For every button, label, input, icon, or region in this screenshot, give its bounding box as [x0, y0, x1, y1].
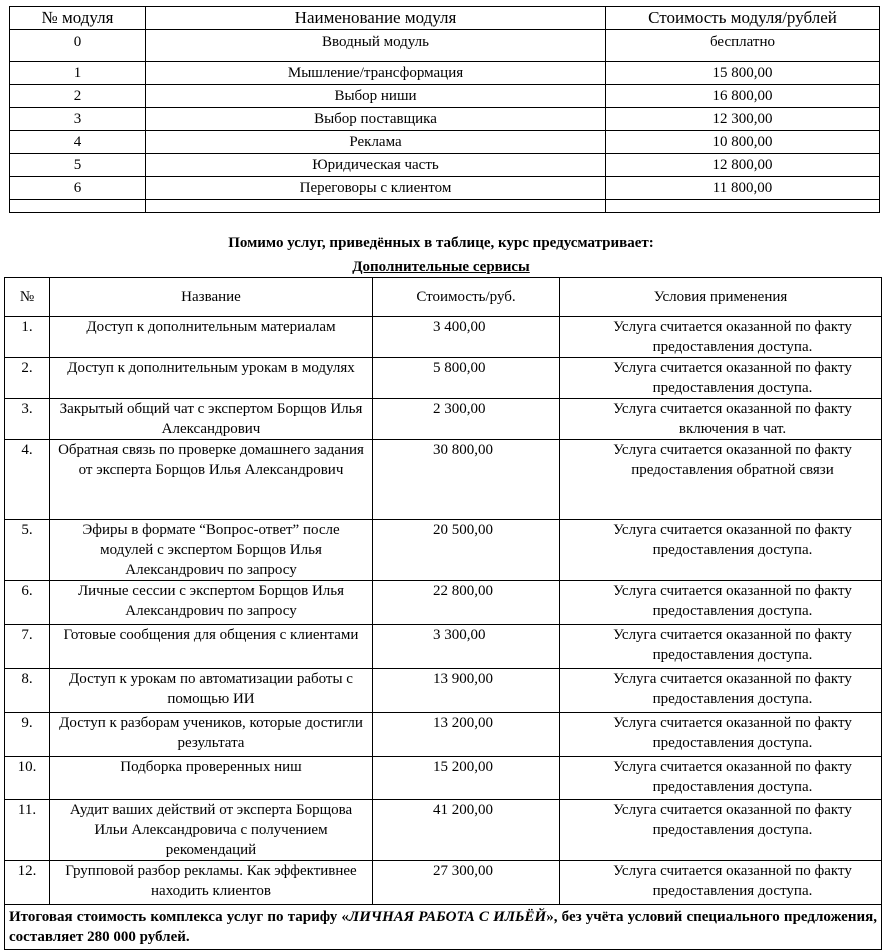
service-name: Аудит ваших действий от эксперта Борщова Ильи Александровича с получением рекомендаций: [50, 800, 373, 861]
service-row: [5, 800, 882, 861]
spacer-cell: [10, 200, 146, 213]
service-conditions: Услуга считается оказанной по факту предоставления доступа.: [560, 669, 882, 713]
service-name: Обратная связь по проверке домашнего задания от эксперта Борщов Илья Александрович: [50, 440, 373, 520]
service-row: [5, 358, 882, 399]
module-price: 10 800,00: [606, 131, 880, 154]
module-name: Юридическая часть: [146, 154, 606, 177]
service-row: [5, 581, 882, 625]
service-row: [5, 757, 882, 800]
module-name: Выбор поставщика: [146, 108, 606, 131]
service-conditions: Услуга считается оказанной по факту включения в чат.: [560, 399, 882, 440]
service-name: Личные сессии с экспертом Борщов Илья Александрович по запросу: [50, 581, 373, 625]
module-price: бесплатно: [606, 30, 880, 62]
service-number: 12.: [5, 861, 50, 905]
modules-table: [9, 6, 880, 213]
module-number: 4: [10, 131, 146, 154]
module-price: 15 800,00: [606, 62, 880, 85]
service-conditions: Услуга считается оказанной по факту предоставления доступа.: [560, 757, 882, 800]
service-conditions: Услуга считается оказанной по факту предоставления обратной связи: [560, 440, 882, 520]
module-name: Вводный модуль: [146, 30, 606, 62]
service-price: 13 200,00: [373, 713, 560, 757]
module-price: 11 800,00: [606, 177, 880, 200]
service-number: 2.: [5, 358, 50, 399]
service-number: 1.: [5, 317, 50, 358]
module-number: 2: [10, 85, 146, 108]
service-price: 20 500,00: [373, 520, 560, 581]
total-text: [5, 905, 882, 950]
module-row: [10, 154, 880, 177]
service-name: Доступ к урокам по автоматизации работы с помощью ИИ: [50, 669, 373, 713]
service-number: 7.: [5, 625, 50, 669]
service-row: [5, 399, 882, 440]
service-number: 5.: [5, 520, 50, 581]
service-row: [5, 669, 882, 713]
service-price: 27 300,00: [373, 861, 560, 905]
service-conditions: Услуга считается оказанной по факту предоставления доступа.: [560, 317, 882, 358]
service-number: 4.: [5, 440, 50, 520]
service-conditions: Услуга считается оказанной по факту предоставления доступа.: [560, 520, 882, 581]
services-header-row: [5, 278, 882, 317]
total-prefix: Итоговая стоимость комплекса услуг по тарифу «: [9, 909, 349, 925]
service-price: 15 200,00: [373, 757, 560, 800]
service-number: 8.: [5, 669, 50, 713]
spacer-cell: [146, 200, 606, 213]
module-number: 0: [10, 30, 146, 62]
module-row: [10, 177, 880, 200]
module-name: Реклама: [146, 131, 606, 154]
service-name: Доступ к дополнительным материалам: [50, 317, 373, 358]
total-suffix: », без учёта условий специального предложения, составляет 280 000 рублей.: [9, 909, 877, 945]
service-price: 5 800,00: [373, 358, 560, 399]
service-name: Групповой разбор рекламы. Как эффективнее находить клиентов: [50, 861, 373, 905]
header-service-number: №: [5, 278, 50, 317]
module-name: Мышление/трансформация: [146, 62, 606, 85]
service-price: 22 800,00: [373, 581, 560, 625]
module-row: [10, 62, 880, 85]
module-number: 6: [10, 177, 146, 200]
header-service-price: Стоимость/руб.: [373, 278, 560, 317]
module-row: [10, 85, 880, 108]
service-name: Доступ к разборам учеников, которые достигли результата: [50, 713, 373, 757]
header-module-name: Наименование модуля: [146, 7, 606, 30]
service-name: Доступ к дополнительным урокам в модулях: [50, 358, 373, 399]
service-row: [5, 317, 882, 358]
service-row: [5, 861, 882, 905]
modules-header-row: [10, 7, 880, 30]
service-price: 41 200,00: [373, 800, 560, 861]
service-number: 6.: [5, 581, 50, 625]
service-name: Подборка проверенных ниш: [50, 757, 373, 800]
service-conditions: Услуга считается оказанной по факту предоставления доступа.: [560, 581, 882, 625]
total-row: [5, 905, 882, 950]
module-name: Выбор ниши: [146, 85, 606, 108]
header-module-number: № модуля: [10, 7, 146, 30]
total-tariff: ЛИЧНАЯ РАБОТА С ИЛЬЁЙ: [348, 909, 547, 925]
module-row: [10, 30, 880, 62]
service-number: 9.: [5, 713, 50, 757]
modules-spacer-row: [10, 200, 880, 213]
module-name: Переговоры с клиентом: [146, 177, 606, 200]
module-number: 1: [10, 62, 146, 85]
service-number: 11.: [5, 800, 50, 861]
services-title: Дополнительные сервисы: [352, 259, 530, 275]
service-conditions: Услуга считается оказанной по факту предоставления доступа.: [560, 861, 882, 905]
service-conditions: Услуга считается оказанной по факту предоставления доступа.: [560, 713, 882, 757]
module-price: 12 800,00: [606, 154, 880, 177]
service-row: [5, 440, 882, 520]
header-module-price: Стоимость модуля/рублей: [606, 7, 880, 30]
services-table: [4, 277, 882, 950]
service-price: 30 800,00: [373, 440, 560, 520]
service-price: 3 300,00: [373, 625, 560, 669]
service-price: 3 400,00: [373, 317, 560, 358]
service-price: 13 900,00: [373, 669, 560, 713]
spacer-cell: [606, 200, 880, 213]
service-name: Эфиры в формате “Вопрос-ответ” после модулей с экспертом Борщов Илья Александрович по запросу: [50, 520, 373, 581]
service-name: Готовые сообщения для общения с клиентами: [50, 625, 373, 669]
module-number: 3: [10, 108, 146, 131]
module-price: 12 300,00: [606, 108, 880, 131]
service-number: 10.: [5, 757, 50, 800]
header-service-conditions: Условия применения: [560, 278, 882, 317]
service-number: 3.: [5, 399, 50, 440]
intro-text: Помимо услуг, приведённых в таблице, курс предусматривает:: [228, 235, 654, 251]
service-row: [5, 625, 882, 669]
service-conditions: Услуга считается оказанной по факту предоставления доступа.: [560, 800, 882, 861]
service-name: Закрытый общий чат с экспертом Борщов Илья Александрович: [50, 399, 373, 440]
header-service-name: Название: [50, 278, 373, 317]
module-row: [10, 131, 880, 154]
service-conditions: Услуга считается оказанной по факту предоставления доступа.: [560, 625, 882, 669]
module-number: 5: [10, 154, 146, 177]
module-price: 16 800,00: [606, 85, 880, 108]
module-row: [10, 108, 880, 131]
service-row: [5, 713, 882, 757]
service-row: [5, 520, 882, 581]
service-conditions: Услуга считается оказанной по факту предоставления доступа.: [560, 358, 882, 399]
service-price: 2 300,00: [373, 399, 560, 440]
